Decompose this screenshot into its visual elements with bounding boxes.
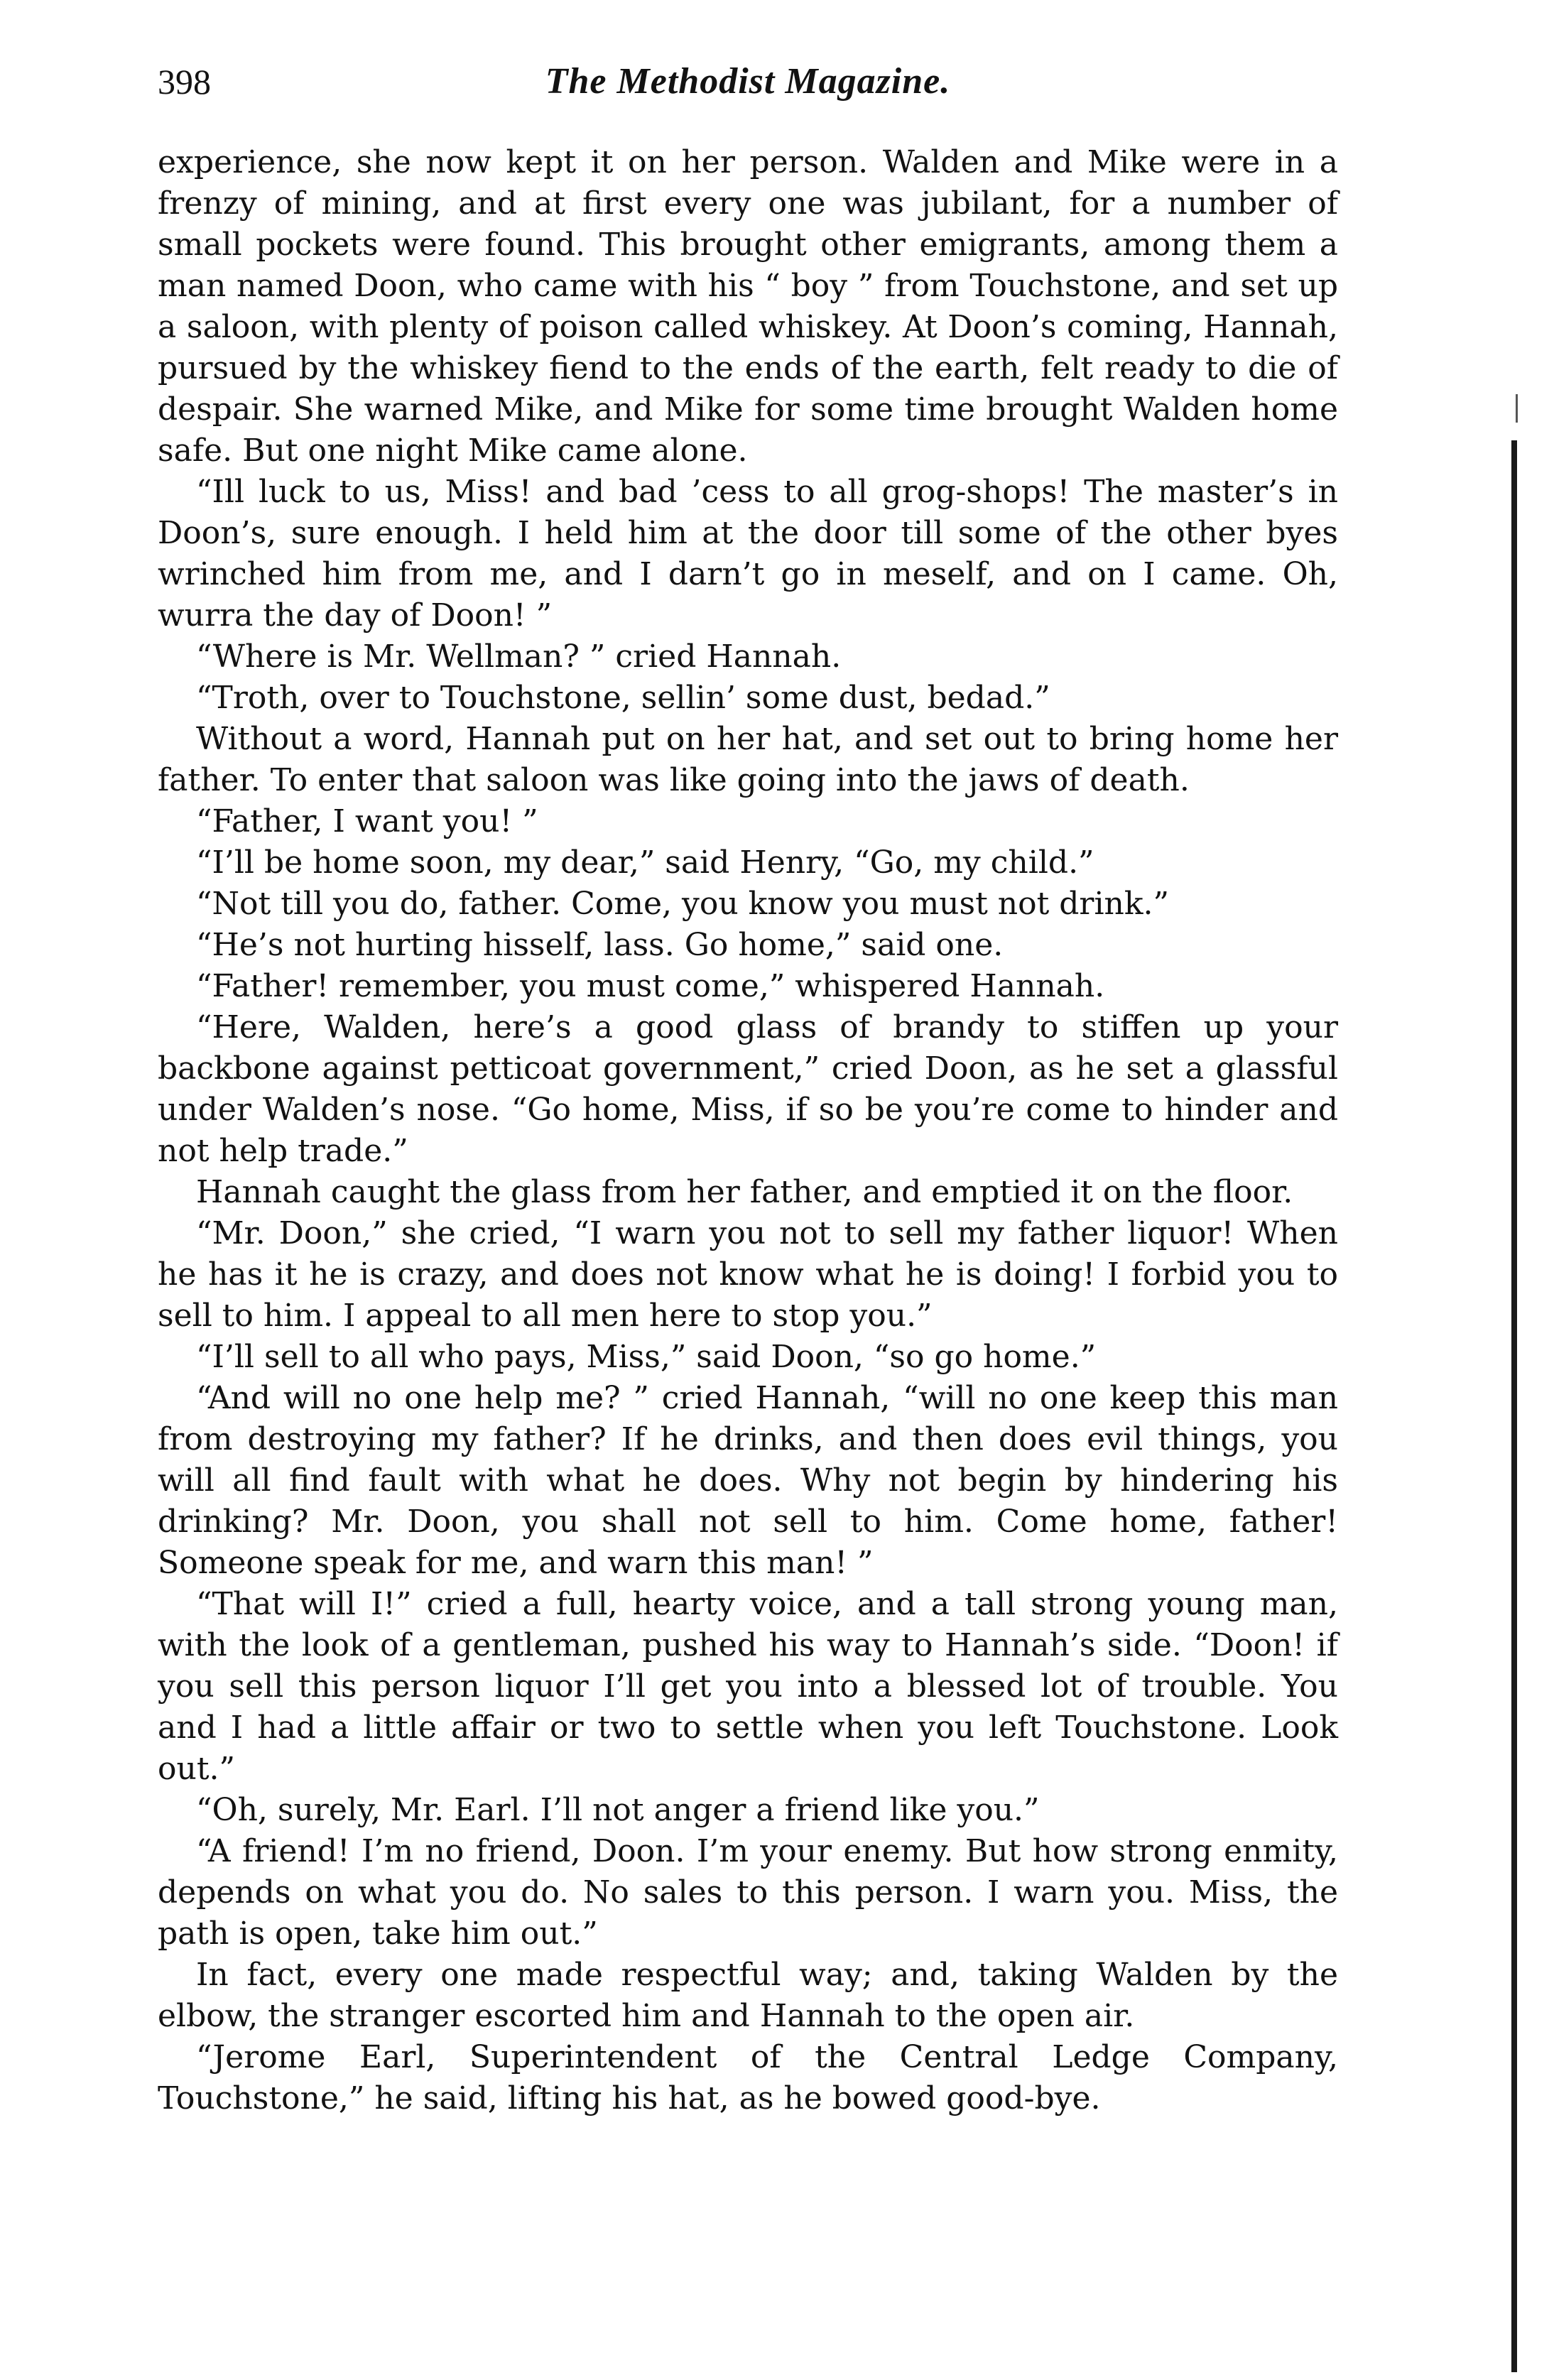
paragraph-caught-the-glass: Hannah caught the glass from her father, and emptied it on the floor.: [196, 1174, 1293, 1210]
paragraph-jerome-earl: “Jerome Earl, Superintendent of the Central Ledge Company, Touchstone,” he said, lifting his hat, as he bowed good-bye.: [158, 2039, 1338, 2117]
paragraph-sell-to-all: “I’ll sell to all who pays, Miss,” said Doon, “so go home.”: [196, 1339, 1097, 1375]
paragraph-glass-of-brandy: “Here, Walden, here’s a good glass of brandy to stiffen up your backbone against petticoat government,” cried Doon, as he set a glassful under Walden’s nose. “Go home, Miss, if so be you’re come to hinder and not help trade.”: [158, 1009, 1338, 1169]
paragraph-home-soon: “I’ll be home soon, my dear,” said Henry, “Go, my child.”: [196, 844, 1094, 881]
running-title: The Methodist Magazine.: [545, 61, 951, 102]
paragraph-in-fact: In fact, every one made respectful way; and, taking Walden by the elbow, the stranger escorted him and Hannah to the open air.: [158, 1957, 1338, 2034]
paragraph-will-no-one-help: “And will no one help me? ” cried Hannah, “will no one keep this man from destroying my father? If he drinks, and then does evil things, you will all find fault with what he does. Why not begin by hindering his drinking? Mr. Doon, you shall not sell to him. Come home, father! Someone speak for me, and warn this man! ”: [158, 1380, 1338, 1581]
paragraph-troth: “Troth, over to Touchstone, sellin’ some dust, bedad.”: [196, 680, 1050, 716]
paragraph-father-i-want-you: “Father, I want you! ”: [196, 803, 538, 839]
paragraph-not-till-you-do: “Not till you do, father. Come, you know you must not drink.”: [196, 886, 1170, 922]
paragraph-that-will-i: “That will I!” cried a full, hearty voice, and a tall strong young man, with the look of a gentleman, pushed his way to Hannah’s side. “Doon! if you sell this person liquor I’ll get you into a blessed lot of trouble. You and I had a little affair or two to settle when you left Touchstone. Look out.”: [158, 1586, 1338, 1787]
paragraph-father-remember: “Father! remember, you must come,” whispered Hannah.: [196, 968, 1105, 1004]
margin-scan-mark: [1516, 394, 1518, 423]
margin-binding-edge: [1511, 440, 1517, 2372]
paragraph-not-hurting-hisself: “He’s not hurting hisself, lass. Go home,” said one.: [196, 927, 1004, 963]
page-header: [158, 50, 1338, 114]
paragraph-a-friend: “A friend! I’m no friend, Doon. I’m your enemy. But how strong enmity, depends on what you do. No sales to this person. I warn you. Miss, the path is open, take him out.”: [158, 1833, 1338, 1952]
page-number: 398: [158, 62, 211, 102]
paragraph-oh-surely: “Oh, surely, Mr. Earl. I’ll not anger a friend like you.”: [196, 1792, 1040, 1828]
paragraph-without-a-word: Without a word, Hannah put on her hat, and set out to bring home her father. To enter that saloon was like going into the jaws of death.: [158, 721, 1338, 798]
paragraph-warn-you: “Mr. Doon,” she cried, “I warn you not to sell my father liquor! When he has it he is crazy, and does not know what he is doing! I forbid you to sell to him. I appeal to all men here to stop you.”: [158, 1215, 1338, 1334]
body-text: [158, 142, 1338, 2119]
paragraph-continued: experience, she now kept it on her person. Walden and Mike were in a frenzy of mining, and at first every one was jubilant, for a number of small pockets were found. This brought other emigrants, among them a man named Doon, who came with his “ boy ” from Touchstone, and set up a saloon, with plenty of poison called whiskey. At Doon’s coming, Hannah, pursued by the whiskey fiend to the ends of the earth, felt ready to die of despair. She warned Mike, and Mike for some time brought Walden home safe. But one night Mike came alone.: [158, 144, 1338, 469]
paragraph-mike-report: “Ill luck to us, Miss! and bad ’cess to all grog-shops! The master’s in Doon’s, sure enough. I held him at the door till some of the other byes wrinched him from me, and I darn’t go in meself, and on I came. Oh, wurra the day of Doon! ”: [158, 474, 1338, 634]
paragraph-where-is-wellman: “Where is Mr. Wellman? ” cried Hannah.: [196, 639, 842, 675]
